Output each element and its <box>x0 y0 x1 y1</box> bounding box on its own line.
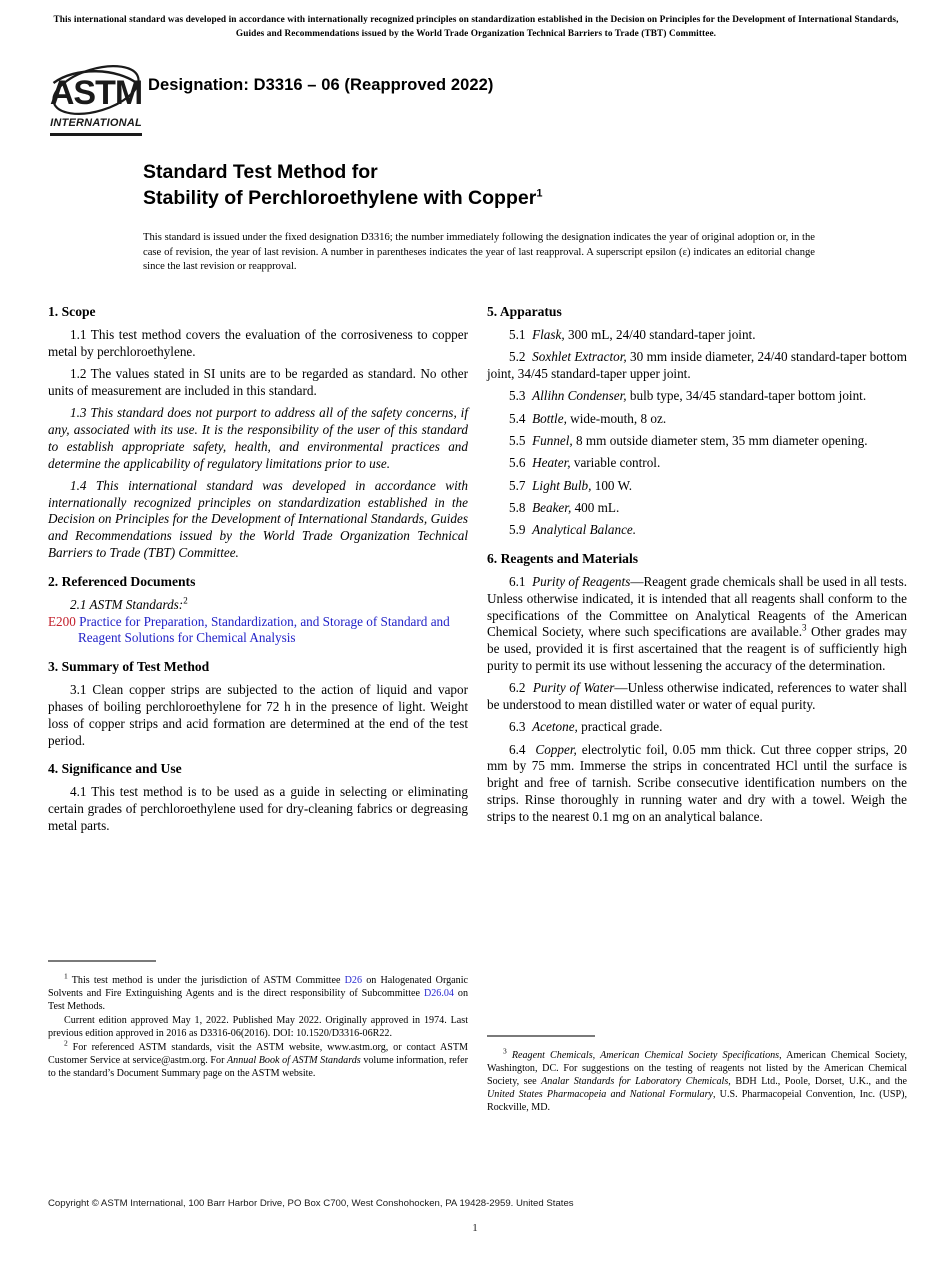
designation: Designation: D3316 – 06 (Reapproved 2022) <box>148 76 494 94</box>
paragraph-6-4 <box>487 742 907 826</box>
paragraph-6-3 <box>487 719 907 736</box>
footnote-run: on Test Methods. <box>48 987 468 1012</box>
footnote-run: volume information, refer to the standard’s Document Summary page on the ASTM website. <box>48 1055 468 1080</box>
astm-logo <box>50 63 142 135</box>
item-text: 30 mm inside diameter, 24/40 standard-taper bottom joint, 34/45 standard-taper upper joint. <box>487 349 907 382</box>
item-number: 5.2 <box>509 349 526 365</box>
footer-copyright: Copyright © ASTM International, 100 Barr Harbor Drive, PO Box C700, West Conshohocken, PA 19428-2959. United States <box>48 1198 574 1209</box>
footnote-run: Current edition approved May 1, 2022. Published May 2022. Originally approved in 1974. Last previous edition approved in 2016 as D3316-06(2016). DOI: 10.1520/D3316-06R22. <box>48 1014 468 1039</box>
reference-designation[interactable]: E200 <box>48 613 76 629</box>
item-term: Copper, <box>535 741 577 757</box>
item-number: 5.5 <box>509 432 526 448</box>
footnote-run: , American Chemical Society, Washington, DC. For suggestions on the testing of reagents not listed by the American Chemical Society, see <box>487 1049 907 1087</box>
section-heading-apparatus: 5. Apparatus <box>487 304 562 319</box>
right-column <box>487 303 907 826</box>
item-term: Light Bulb, <box>532 477 592 493</box>
item-term: Bottle, <box>532 410 567 426</box>
footnote-current-edition-body <box>48 1015 468 1039</box>
paragraph-1-4: 1.4 This international standard was developed in accordance with internationally recognized principles on standardization established in the Decision on Principles for the Development of International Standards, Guides and Recommendations issued by the World Trade Organization Technical Barriers to Trade (TBT) Committee. <box>48 477 468 561</box>
paragraph-5-8 <box>487 500 907 517</box>
item-number: 5.8 <box>509 499 526 515</box>
astm-standards-footnote-marker: 2 <box>183 595 188 606</box>
left-column <box>48 303 468 835</box>
title-line-2 <box>143 185 843 211</box>
footnote-1-body <box>48 975 468 1012</box>
paragraph-1-3: 1.3 This standard does not purport to address all of the safety concerns, if any, associated with its use. It is the responsibility of the user of this standard to establish appropriate safety, health, and environmental practices and determine the applicability of regulatory limitations prior to use. <box>48 405 468 471</box>
item-text-cont: Other grades may be used, provided it is first ascertained that the reagent is of sufficiently high purity to permit its use without lessening the accuracy of the determination. <box>487 624 907 673</box>
item-text: 300 mL, 24/40 standard-taper joint. <box>564 327 756 342</box>
item-number: 6.4 <box>509 741 526 757</box>
item-text: electrolytic foil, 0.05 mm thick. Cut three copper strips, 20 mm by 75 mm. Immerse the strips in concentrated HCl until the surface is bright and free of tarnish. Scribe consecutive identification numbers on the strips. Rinse thoroughly in running water and dry with a towel. Weigh the strips to the nearest 0.1 mg on an analytical balance. <box>487 741 908 824</box>
item-number: 6.2 <box>509 680 526 696</box>
paragraph-6-2 <box>487 680 907 714</box>
footnotes-left <box>48 960 468 1080</box>
footnote-run: on Halogenated Organic Solvents and Fire Extinguishing Agents and is the direct responsibility of Subcommittee <box>48 974 468 999</box>
section-heading-summary-of-test-method: 3. Summary of Test Method <box>48 659 210 675</box>
footer-page-number: 1 <box>472 1222 478 1234</box>
item-number: 5.6 <box>509 455 526 471</box>
astm-standards-subheading: 2.1 ASTM Standards: <box>70 596 184 612</box>
section-heading-scope: 1. Scope <box>48 304 96 319</box>
item-text: —Unless otherwise indicated, references to water shall be understood to mean distilled water or water of equal purity. <box>487 680 908 713</box>
astm-logo-icon <box>50 63 142 119</box>
spacer <box>48 562 468 573</box>
item-text: bulb type, 34/45 standard-taper bottom joint. <box>626 388 867 404</box>
footnote-run: For referenced ASTM standards, visit the ASTM website, www.astm.org, or contact ASTM Customer Service at service@astm.org. For <box>48 1042 468 1067</box>
item-term: Funnel, <box>532 432 573 448</box>
spacer <box>48 749 468 760</box>
footnote-italic-run: Reagent Chemicals, American Chemical Society Specifications <box>511 1049 780 1061</box>
paragraph-5-7 <box>487 478 907 495</box>
footnote-run: This test method is under the jurisdiction of ASTM Committee <box>67 974 345 986</box>
item-text: —Reagent grade chemicals shall be used in all tests. Unless otherwise indicated, it is intended that all reagents shall conform to the specifications of the Committee on Analytical Reagents of the American Chemical Society, where such specifications are available. <box>487 573 907 640</box>
svg-text:ASTM: ASTM <box>50 74 142 112</box>
section-heading-reagents-and-materials: 6. Reagents and Materials <box>487 550 639 566</box>
item-footnote-marker: 3 <box>802 622 807 633</box>
item-text: wide-mouth, 8 oz. <box>566 410 667 426</box>
section-heading-referenced-documents: 2. Referenced Documents <box>48 573 196 589</box>
astm-logo-rule <box>50 133 142 136</box>
paragraph-5-9 <box>487 522 907 539</box>
item-text: 8 mm outside diameter stem, 35 mm diameter opening. <box>572 432 868 448</box>
item-term: Soxhlet Extractor, <box>532 349 627 365</box>
paragraph-3-1: 3.1 Clean copper strips are subjected to the action of liquid and vapor phases of boiling perchloroethylene for 72 h in the presence of light. Weight loss of copper strips and acid formation are determined at the end of the test period. <box>48 682 468 748</box>
item-number: 5.9 <box>509 522 526 538</box>
item-term: Beaker, <box>532 499 572 515</box>
reference-title[interactable]: Practice for Preparation, Standardization, and Storage of Standard and Reagent Solutions for Chemical Analysis <box>78 613 450 646</box>
footnote-marker: 3 <box>503 1046 507 1056</box>
item-term: Allihn Condenser, <box>532 388 627 404</box>
item-term: Flask, <box>532 327 565 342</box>
item-text: variable control. <box>570 455 661 471</box>
footnote-run: , U.S. Pharmacopeial Convention, Inc. (USP), Rockville, MD. <box>487 1088 907 1113</box>
paragraph-1-1: 1.1 This test method covers the evaluation of the corrosiveness to copper metal by perchloroethylene. <box>48 327 468 359</box>
item-number: 5.1 <box>509 327 526 342</box>
issued-statement: This standard is issued under the fixed designation D3316; the number immediately following the designation indicates the year of original adoption or, in the case of revision, the year of last revision. A number in parentheses indicates the year of last reapproval. A superscript epsilon (ε) indicates an editorial change since the last revision or reapproval. <box>143 232 815 273</box>
footnote-link[interactable]: D26.04 <box>423 987 454 999</box>
paragraph-1-2: 1.2 The values stated in SI units are to be regarded as standard. No other units of measurement are included in this standard. <box>48 366 468 398</box>
item-term: Acetone, <box>532 719 578 735</box>
footnote-2 <box>48 1038 468 1080</box>
page-title <box>143 159 843 211</box>
paragraph-5-5 <box>487 433 907 450</box>
footnote-1 <box>48 971 468 1013</box>
reference-item-e200[interactable] <box>48 614 468 648</box>
item-number: 5.4 <box>509 410 526 426</box>
footnote-link[interactable]: D26 <box>344 974 363 986</box>
item-number: 5.3 <box>509 388 526 404</box>
item-term: Heater, <box>532 455 571 471</box>
paragraph-5-3 <box>487 388 907 405</box>
footnotes-right <box>487 1035 907 1114</box>
footnote-rule <box>48 960 156 962</box>
paragraph-2-1 <box>48 597 468 614</box>
item-number: 6.1 <box>509 573 526 589</box>
item-number: 6.3 <box>509 719 526 735</box>
section-heading-significance-and-use: 4. Significance and Use <box>48 761 182 777</box>
item-term: Purity of Reagents <box>532 573 631 589</box>
title-line-2-text: Stability of Perchloroethylene with Copper <box>143 187 537 209</box>
astm-logo-mark <box>50 63 142 119</box>
spacer <box>48 647 468 658</box>
footnote-italic-run: Annual Book of ASTM Standards <box>227 1055 361 1067</box>
paragraph-5-6 <box>487 455 907 472</box>
item-text: 100 W. <box>591 477 633 493</box>
tbt-banner: This international standard was developed in accordance with internationally recognized principles on standardization established in the Decision on Principles for the Development of International Standards, Guides and Recommendations issued by the World Trade Organization Technical Barriers to Trade (TBT) Committee. <box>53 15 899 39</box>
footnote-3 <box>487 1046 907 1114</box>
footnote-run: , BDH Ltd., Poole, Dorset, U.K., and the <box>728 1075 907 1087</box>
spacer <box>487 539 907 550</box>
title-footnote-marker: 1 <box>536 187 543 200</box>
footnote-marker: 2 <box>64 1038 68 1048</box>
item-number: 5.7 <box>509 477 526 493</box>
footnote-current-edition <box>48 1014 468 1040</box>
paragraph-4-1: 4.1 This test method is to be used as a guide in selecting or eliminating certain grades of perchloroethylene used for dry-cleaning fabrics or degreasing metal parts. <box>48 784 468 834</box>
astm-logo-subtitle: INTERNATIONAL <box>50 117 142 129</box>
item-text: 400 mL. <box>571 499 620 515</box>
item-text: practical grade. <box>577 719 663 735</box>
footnote-marker: 1 <box>64 971 68 981</box>
footnote-italic-run: Analar Standards for Laboratory Chemicals <box>541 1075 729 1087</box>
footnote-rule <box>487 1035 595 1037</box>
footnote-2-body <box>48 1042 468 1079</box>
footnote-3-body <box>487 1050 907 1113</box>
paragraph-6-1 <box>487 574 907 675</box>
paragraph-5-4 <box>487 411 907 428</box>
item-term: Analytical Balance. <box>532 522 637 538</box>
paragraph-5-2 <box>487 349 907 383</box>
title-line-1: Standard Test Method for <box>143 161 378 183</box>
item-term: Purity of Water <box>532 680 615 696</box>
paragraph-5-1 <box>487 327 907 344</box>
footnote-italic-run: United States Pharmacopeia and National Formulary <box>487 1088 713 1100</box>
